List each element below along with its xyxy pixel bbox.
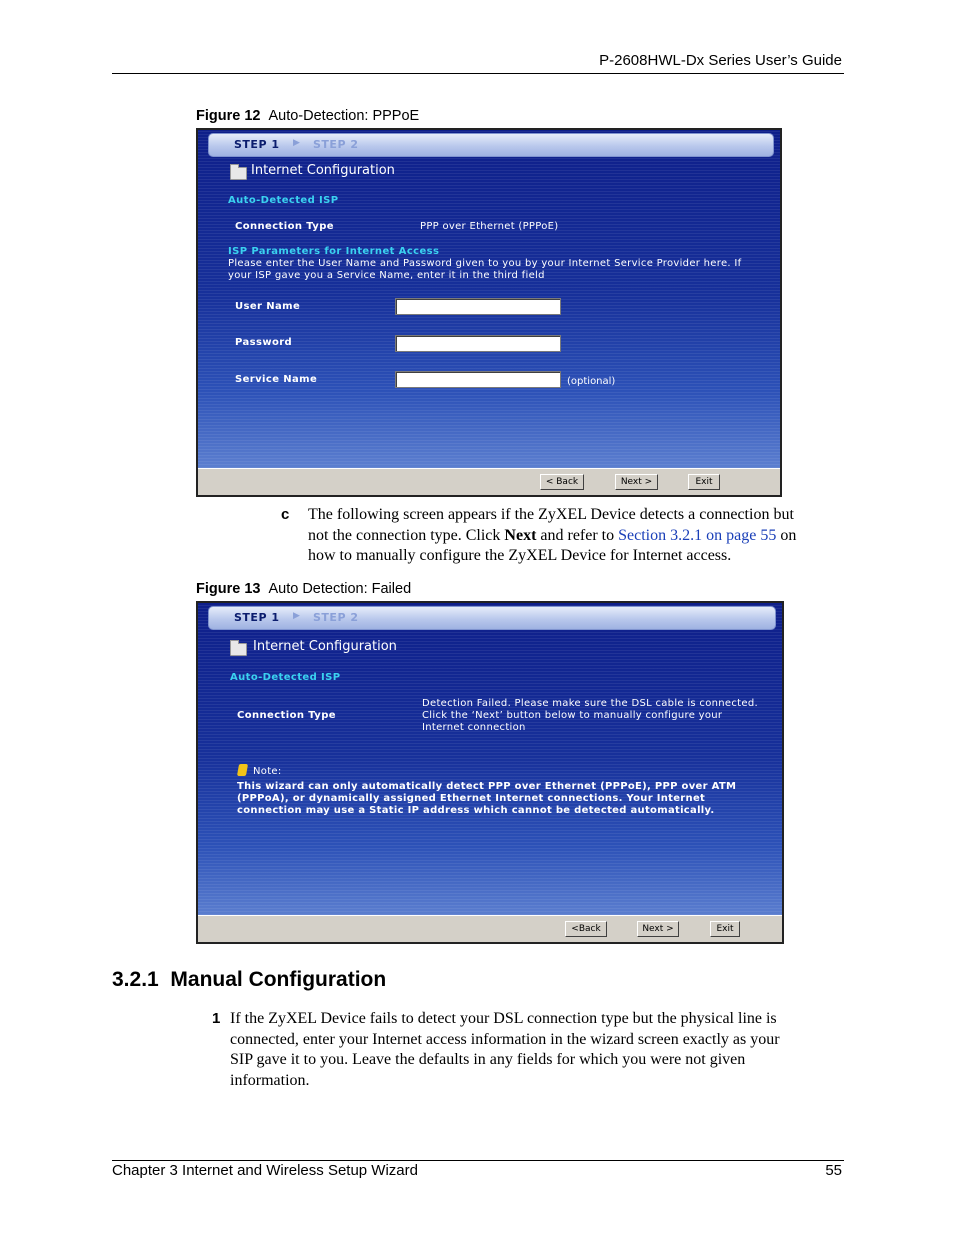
figure-13-caption	[196, 581, 411, 597]
wizard-button-bar	[198, 915, 782, 942]
service-name-input[interactable]	[395, 371, 561, 388]
step-1-tab[interactable]: STEP 1	[234, 611, 280, 624]
page-number: 55	[825, 1162, 842, 1179]
next-bold-text: Next	[504, 526, 537, 544]
section-number: 3.2.1	[112, 968, 159, 991]
step-c-text: not the connection type. Click	[308, 526, 505, 544]
step-1-tab[interactable]: STEP 1	[234, 138, 280, 151]
step-marker-1: 1	[212, 1010, 221, 1027]
isp-parameters-heading: ISP Parameters for Internet Access	[228, 246, 440, 257]
note-line-3: connection may use a Static IP address which cannot be detected automatically.	[237, 805, 715, 816]
auto-detected-isp-heading: Auto-Detected ISP	[230, 672, 341, 683]
auto-detected-isp-heading: Auto-Detected ISP	[228, 195, 339, 206]
figure-12-label: Figure 12	[196, 108, 261, 124]
figure-13-screenshot	[196, 601, 784, 944]
wizard-button-bar	[198, 468, 780, 495]
folder-icon	[230, 167, 247, 180]
exit-button[interactable]: Exit	[688, 474, 720, 490]
back-button[interactable]: < Back	[540, 474, 584, 490]
footer-rule	[112, 1160, 844, 1161]
screen-title: Internet Configuration	[253, 639, 397, 654]
optional-hint: (optional)	[567, 376, 616, 387]
step-2-tab: STEP 2	[313, 611, 359, 624]
step-c-line-2	[308, 526, 848, 547]
figure-13-label: Figure 13	[196, 581, 261, 597]
step-c-line-1: The following screen appears if the ZyXEL Device detects a connection but	[308, 506, 794, 523]
password-label: Password	[235, 337, 293, 348]
wizard-step-bar	[208, 606, 776, 630]
footer-chapter: Chapter 3 Internet and Wireless Setup Wizard	[112, 1162, 418, 1179]
next-button[interactable]: Next >	[637, 921, 679, 937]
note-line-1: This wizard can only automatically detect PPP over Ethernet (PPPoE), PPP over ATM	[237, 781, 737, 792]
back-button[interactable]: <Back	[565, 921, 607, 937]
section-title: Manual Configuration	[170, 968, 387, 991]
section-3-2-1-link[interactable]: Section 3.2.1 on page 55	[618, 526, 777, 544]
detection-failed-line-3: Internet connection	[422, 722, 526, 733]
step-arrow-icon: ▶	[293, 138, 300, 148]
folder-icon	[230, 643, 247, 656]
step-1-line-3: SIP gave it to you. Leave the defaults in any fields for which you were not given	[230, 1051, 746, 1068]
next-button[interactable]: Next >	[615, 474, 658, 490]
step-arrow-icon: ▶	[293, 611, 300, 621]
figure-13-title: Auto Detection: Failed	[268, 581, 412, 597]
note-icon	[237, 764, 248, 776]
user-name-label: User Name	[235, 301, 301, 312]
step-c-text: and refer to	[536, 526, 619, 544]
step-1-line-2: connected, enter your Internet access information in the wizard screen exactly as your	[230, 1030, 780, 1048]
step-2-tab: STEP 2	[313, 138, 359, 151]
step-1-line-1: If the ZyXEL Device fails to detect your DSL connection type but the physical line is	[230, 1010, 777, 1027]
figure-12-title: Auto-Detection: PPPoE	[268, 108, 420, 124]
section-heading	[112, 968, 386, 992]
isp-parameters-text-line-2: your ISP gave you a Service Name, enter it in the third field	[228, 270, 545, 281]
figure-12-caption	[196, 108, 419, 124]
step-c-line-3: how to manually configure the ZyXEL Device for Internet access.	[308, 547, 732, 564]
user-name-input[interactable]	[395, 298, 561, 315]
service-name-label: Service Name	[235, 374, 318, 385]
step-c-paragraph	[308, 505, 848, 567]
header-rule	[112, 73, 844, 74]
note-label: Note:	[253, 766, 282, 777]
wizard-step-bar	[208, 133, 774, 157]
step-c-text: on	[776, 526, 797, 544]
connection-type-label: Connection Type	[235, 221, 334, 232]
connection-type-value: PPP over Ethernet (PPPoE)	[420, 221, 559, 232]
exit-button[interactable]: Exit	[710, 921, 740, 937]
note-line-2: (PPPoA), or dynamically assigned Ethernet Internet connections. Your Internet	[237, 793, 706, 804]
detection-failed-line-1: Detection Failed. Please make sure the DSL cable is connected.	[422, 698, 758, 709]
step-1-line-4: information.	[230, 1071, 310, 1089]
password-input[interactable]	[395, 335, 561, 352]
step-marker-c: c	[281, 506, 290, 523]
step-1-paragraph	[230, 1009, 850, 1091]
figure-12-screenshot	[196, 128, 782, 497]
connection-type-label: Connection Type	[237, 710, 336, 721]
isp-parameters-text-line-1: Please enter the User Name and Password given to you by your Internet Service Provider here. If	[228, 258, 742, 269]
detection-failed-line-2: Click the ‘Next’ button below to manually configure your	[422, 710, 723, 721]
guide-title: P-2608HWL-Dx Series User’s Guide	[599, 52, 842, 69]
screen-title: Internet Configuration	[251, 163, 395, 178]
